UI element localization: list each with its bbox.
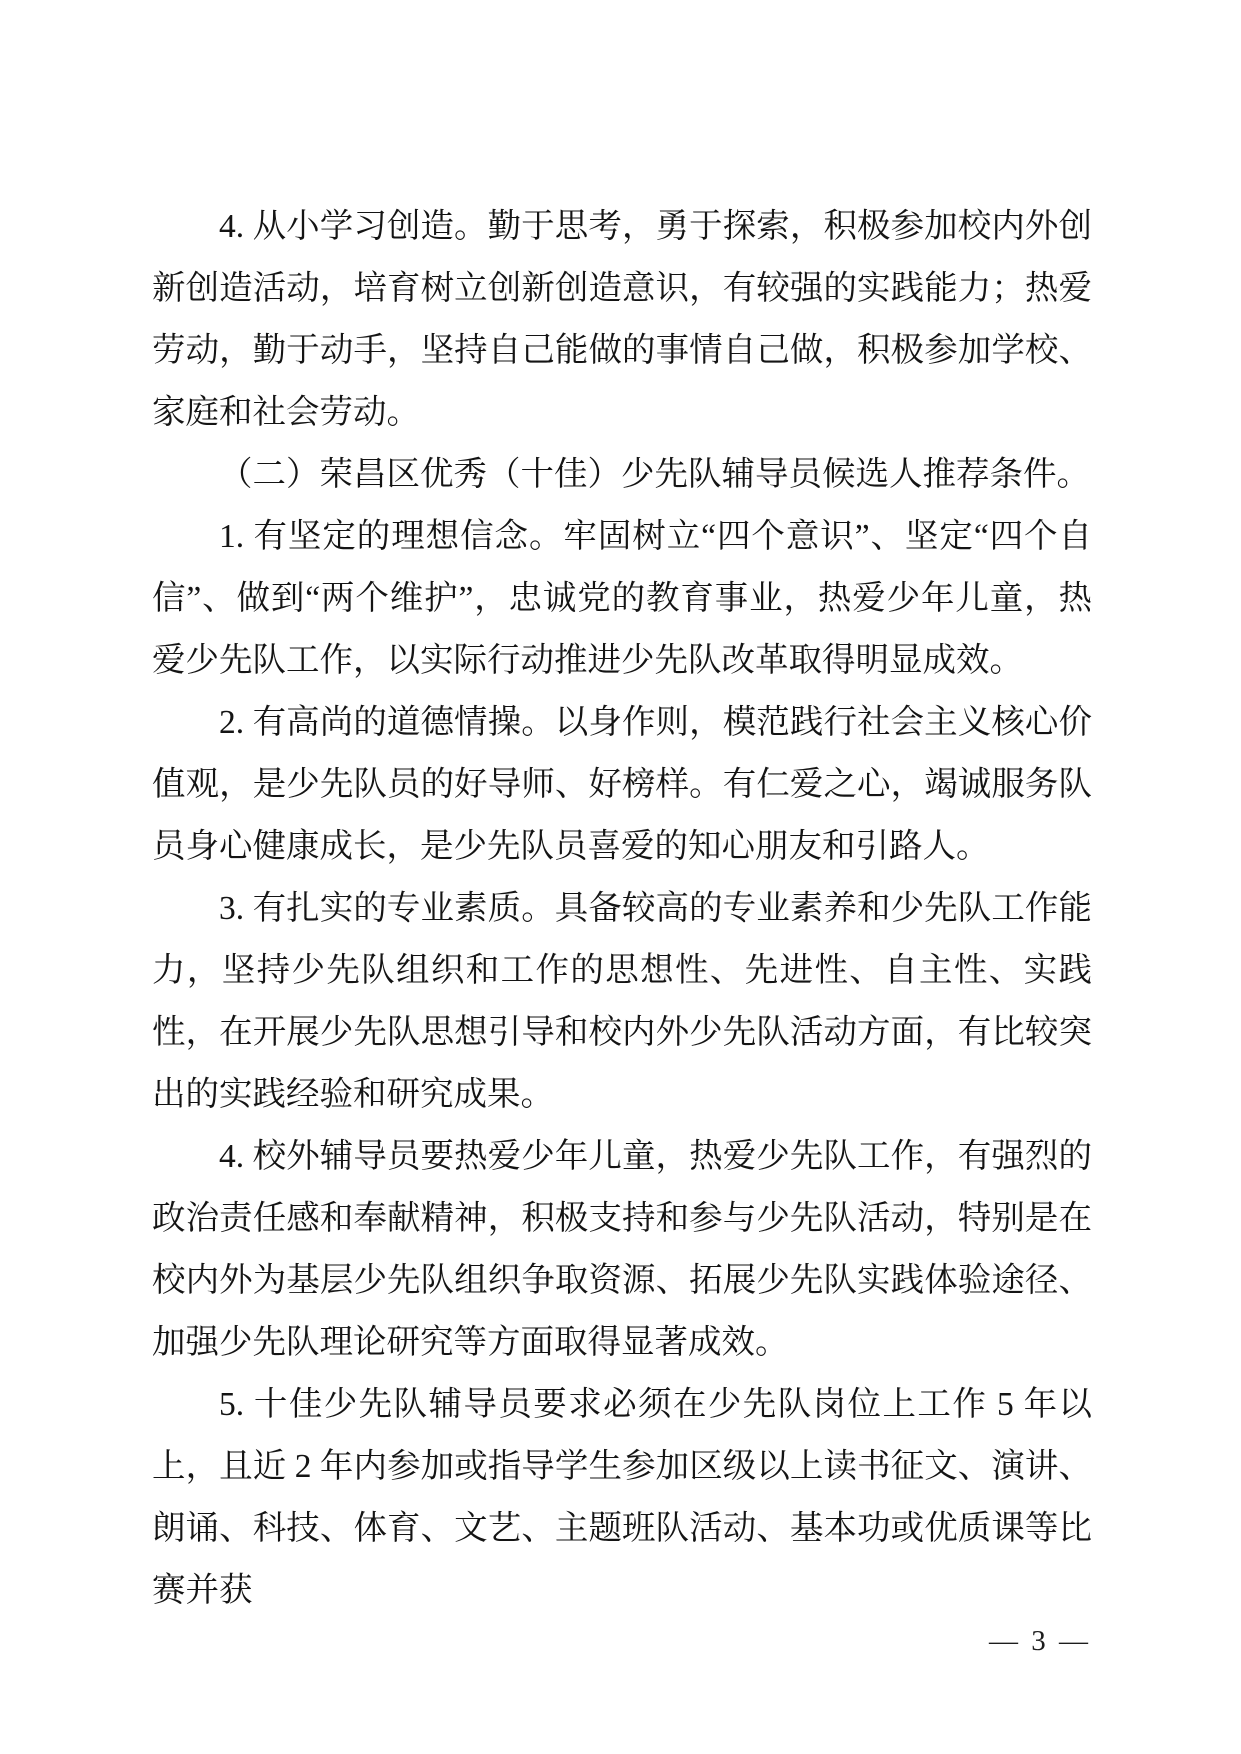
paragraph: 4. 校外辅导员要热爱少年儿童，热爱少先队工作，有强烈的政治责任感和奉献精神，积极支持和参与少先队活动，特别是在校内外为基层少先队组织争取资源、拓展少先队实践体验途径、加强少先队理论研究等方面取得显著成效。 bbox=[152, 1138, 1092, 1361]
paragraph: 2. 有高尚的道德情操。以身作则，模范践行社会主义核心价值观，是少先队员的好导师、好榜样。有仁爱之心，竭诚服务队员身心健康成长，是少先队员喜爱的知心朋友和引路人。 bbox=[152, 704, 1092, 865]
paragraph: 4. 从小学习创造。勤于思考，勇于探索，积极参加校内外创新创造活动，培育树立创新创造意识，有较强的实践能力；热爱劳动，勤于动手，坚持自己能做的事情自己做，积极参加学校、家庭和社会劳动。 bbox=[152, 208, 1092, 431]
page-number: — 3 — bbox=[989, 1625, 1091, 1657]
paragraph: 5. 十佳少先队辅导员要求必须在少先队岗位上工作 5 年以上，且近 2 年内参加或指导学生参加区级以上读书征文、演讲、朗诵、科技、体育、文艺、主题班队活动、基本功或优质课等比赛并获 bbox=[152, 1386, 1092, 1609]
document-body bbox=[152, 196, 1092, 1622]
paragraph: 3. 有扎实的专业素质。具备较高的专业素养和少先队工作能力，坚持少先队组织和工作的思想性、先进性、自主性、实践性，在开展少先队思想引导和校内外少先队活动方面，有比较突出的实践经验和研究成果。 bbox=[152, 890, 1092, 1113]
paragraph: 1. 有坚定的理想信念。牢固树立“四个意识”、坚定“四个自信”、做到“两个维护”，忠诚党的教育事业，热爱少年儿童，热爱少先队工作，以实际行动推进少先队改革取得明显成效。 bbox=[152, 518, 1092, 679]
paragraph: （二）荣昌区优秀（十佳）少先队辅导员候选人推荐条件。 bbox=[219, 456, 1090, 493]
